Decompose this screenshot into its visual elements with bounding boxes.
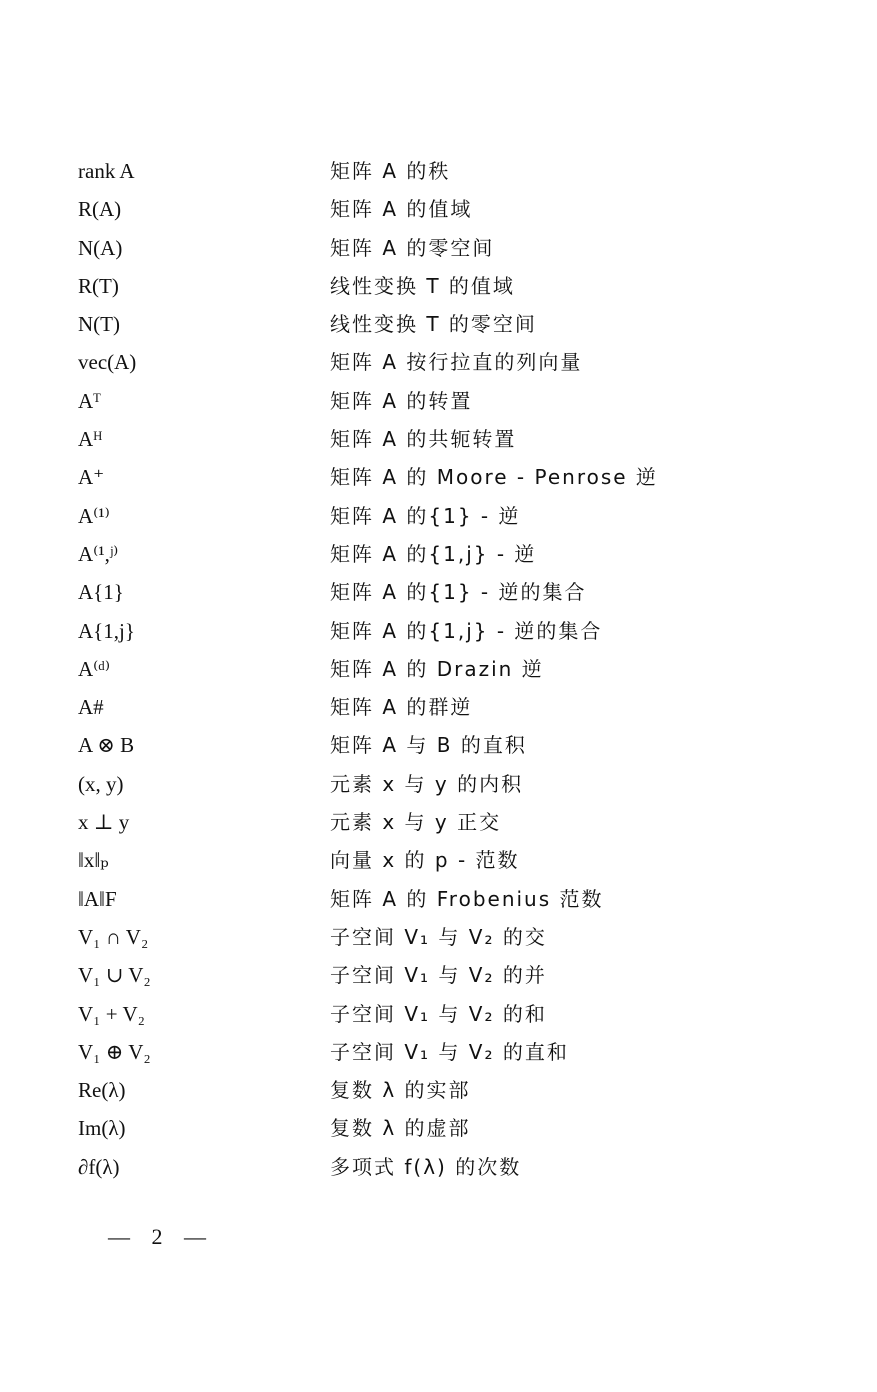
symbol: N(A) [78,235,123,260]
description: 元素 x 与 y 的内积 [330,771,524,796]
symbol: x ⊥ y [78,810,130,835]
page-number: — 2 — [108,1224,214,1249]
list-item [78,229,798,267]
list-item [78,1109,798,1147]
symbol: A⁽ᵈ⁾ [78,656,111,681]
list-item [78,190,798,228]
symbol: ∂f(λ) [78,1154,120,1179]
list-item [78,420,798,458]
symbol: Re(λ) [78,1078,126,1103]
list-item [78,1148,798,1186]
description: 复数 λ 的虚部 [330,1116,471,1141]
description: 线性变换 T 的值域 [330,273,515,298]
symbol: V₁ ∪ V₂ [78,963,151,988]
description: 矩阵 A 的共轭转置 [330,427,517,452]
description: 矩阵 A 按行拉直的列向量 [330,350,583,375]
list-item [78,267,798,305]
list-item [78,726,798,764]
description: 子空间 V₁ 与 V₂ 的交 [330,924,547,949]
list-item [78,918,798,956]
symbol: (x, y) [78,771,124,796]
list-item [78,497,798,535]
list-item [78,305,798,343]
list-item [78,880,798,918]
symbol: V₁ ∩ V₂ [78,924,149,949]
list-item [78,612,798,650]
symbol: A⁽¹,ʲ⁾ [78,541,119,566]
description: 子空间 V₁ 与 V₂ 的并 [330,963,547,988]
symbol: Aᴴ [78,427,103,452]
list-item [78,803,798,841]
list-item [78,995,798,1033]
symbol: A ⊗ B [78,733,135,758]
symbol: R(A) [78,197,122,222]
description: 矩阵 A 的群逆 [330,695,473,720]
description: 矩阵 A 与 B 的直积 [330,733,527,758]
description: 子空间 V₁ 与 V₂ 的直和 [330,1039,569,1064]
list-item [78,535,798,573]
list-item [78,841,798,879]
description: 复数 λ 的实部 [330,1078,471,1103]
description: 矩阵 A 的秩 [330,159,451,183]
description: 矩阵 A 的{1,j} - 逆的集合 [330,618,603,643]
list-item [78,765,798,803]
symbol: A# [78,695,104,720]
symbol: A⁽¹⁾ [78,503,110,528]
symbol: vec(A) [78,350,137,375]
list-item [78,382,798,420]
description: 矩阵 A 的 Frobenius 范数 [330,886,604,911]
symbol: A{1} [78,580,124,605]
description: 矩阵 A 的值域 [330,197,473,222]
symbol: rank A [78,159,135,183]
description: 元素 x 与 y 正交 [330,810,502,835]
symbol: R(T) [78,273,119,298]
symbol: V₁ ⊕ V₂ [78,1039,151,1064]
list-item [78,688,798,726]
symbol: A{1,j} [78,618,135,643]
description: 多项式 f(λ) 的次数 [330,1154,522,1179]
symbol: Aᵀ [78,388,101,413]
description: 矩阵 A 的{1,j} - 逆 [330,541,537,566]
description: 矩阵 A 的{1} - 逆的集合 [330,580,587,605]
description: 矩阵 A 的零空间 [330,235,495,260]
list-item [78,1071,798,1109]
list-item [78,956,798,994]
description: 矩阵 A 的 Moore - Penrose 逆 [330,465,658,490]
symbol: N(T) [78,312,120,337]
description: 矩阵 A 的 Drazin 逆 [330,656,544,681]
list-item [78,1033,798,1071]
list-item [78,458,798,496]
symbol: V₁ + V₂ [78,1001,145,1026]
description: 子空间 V₁ 与 V₂ 的和 [330,1001,547,1026]
symbol: ‖A‖F [78,886,117,911]
list-item [78,152,798,190]
list-item [78,650,798,688]
description: 矩阵 A 的转置 [330,388,473,413]
description: 线性变换 T 的零空间 [330,312,537,337]
description: 向量 x 的 p - 范数 [330,848,520,873]
description: 矩阵 A 的{1} - 逆 [330,503,521,528]
list-item [78,573,798,611]
notation-list [78,152,798,1186]
symbol: ‖x‖ₚ [78,848,109,873]
symbol: A⁺ [78,465,105,490]
symbol: Im(λ) [78,1116,126,1141]
list-item [78,343,798,381]
